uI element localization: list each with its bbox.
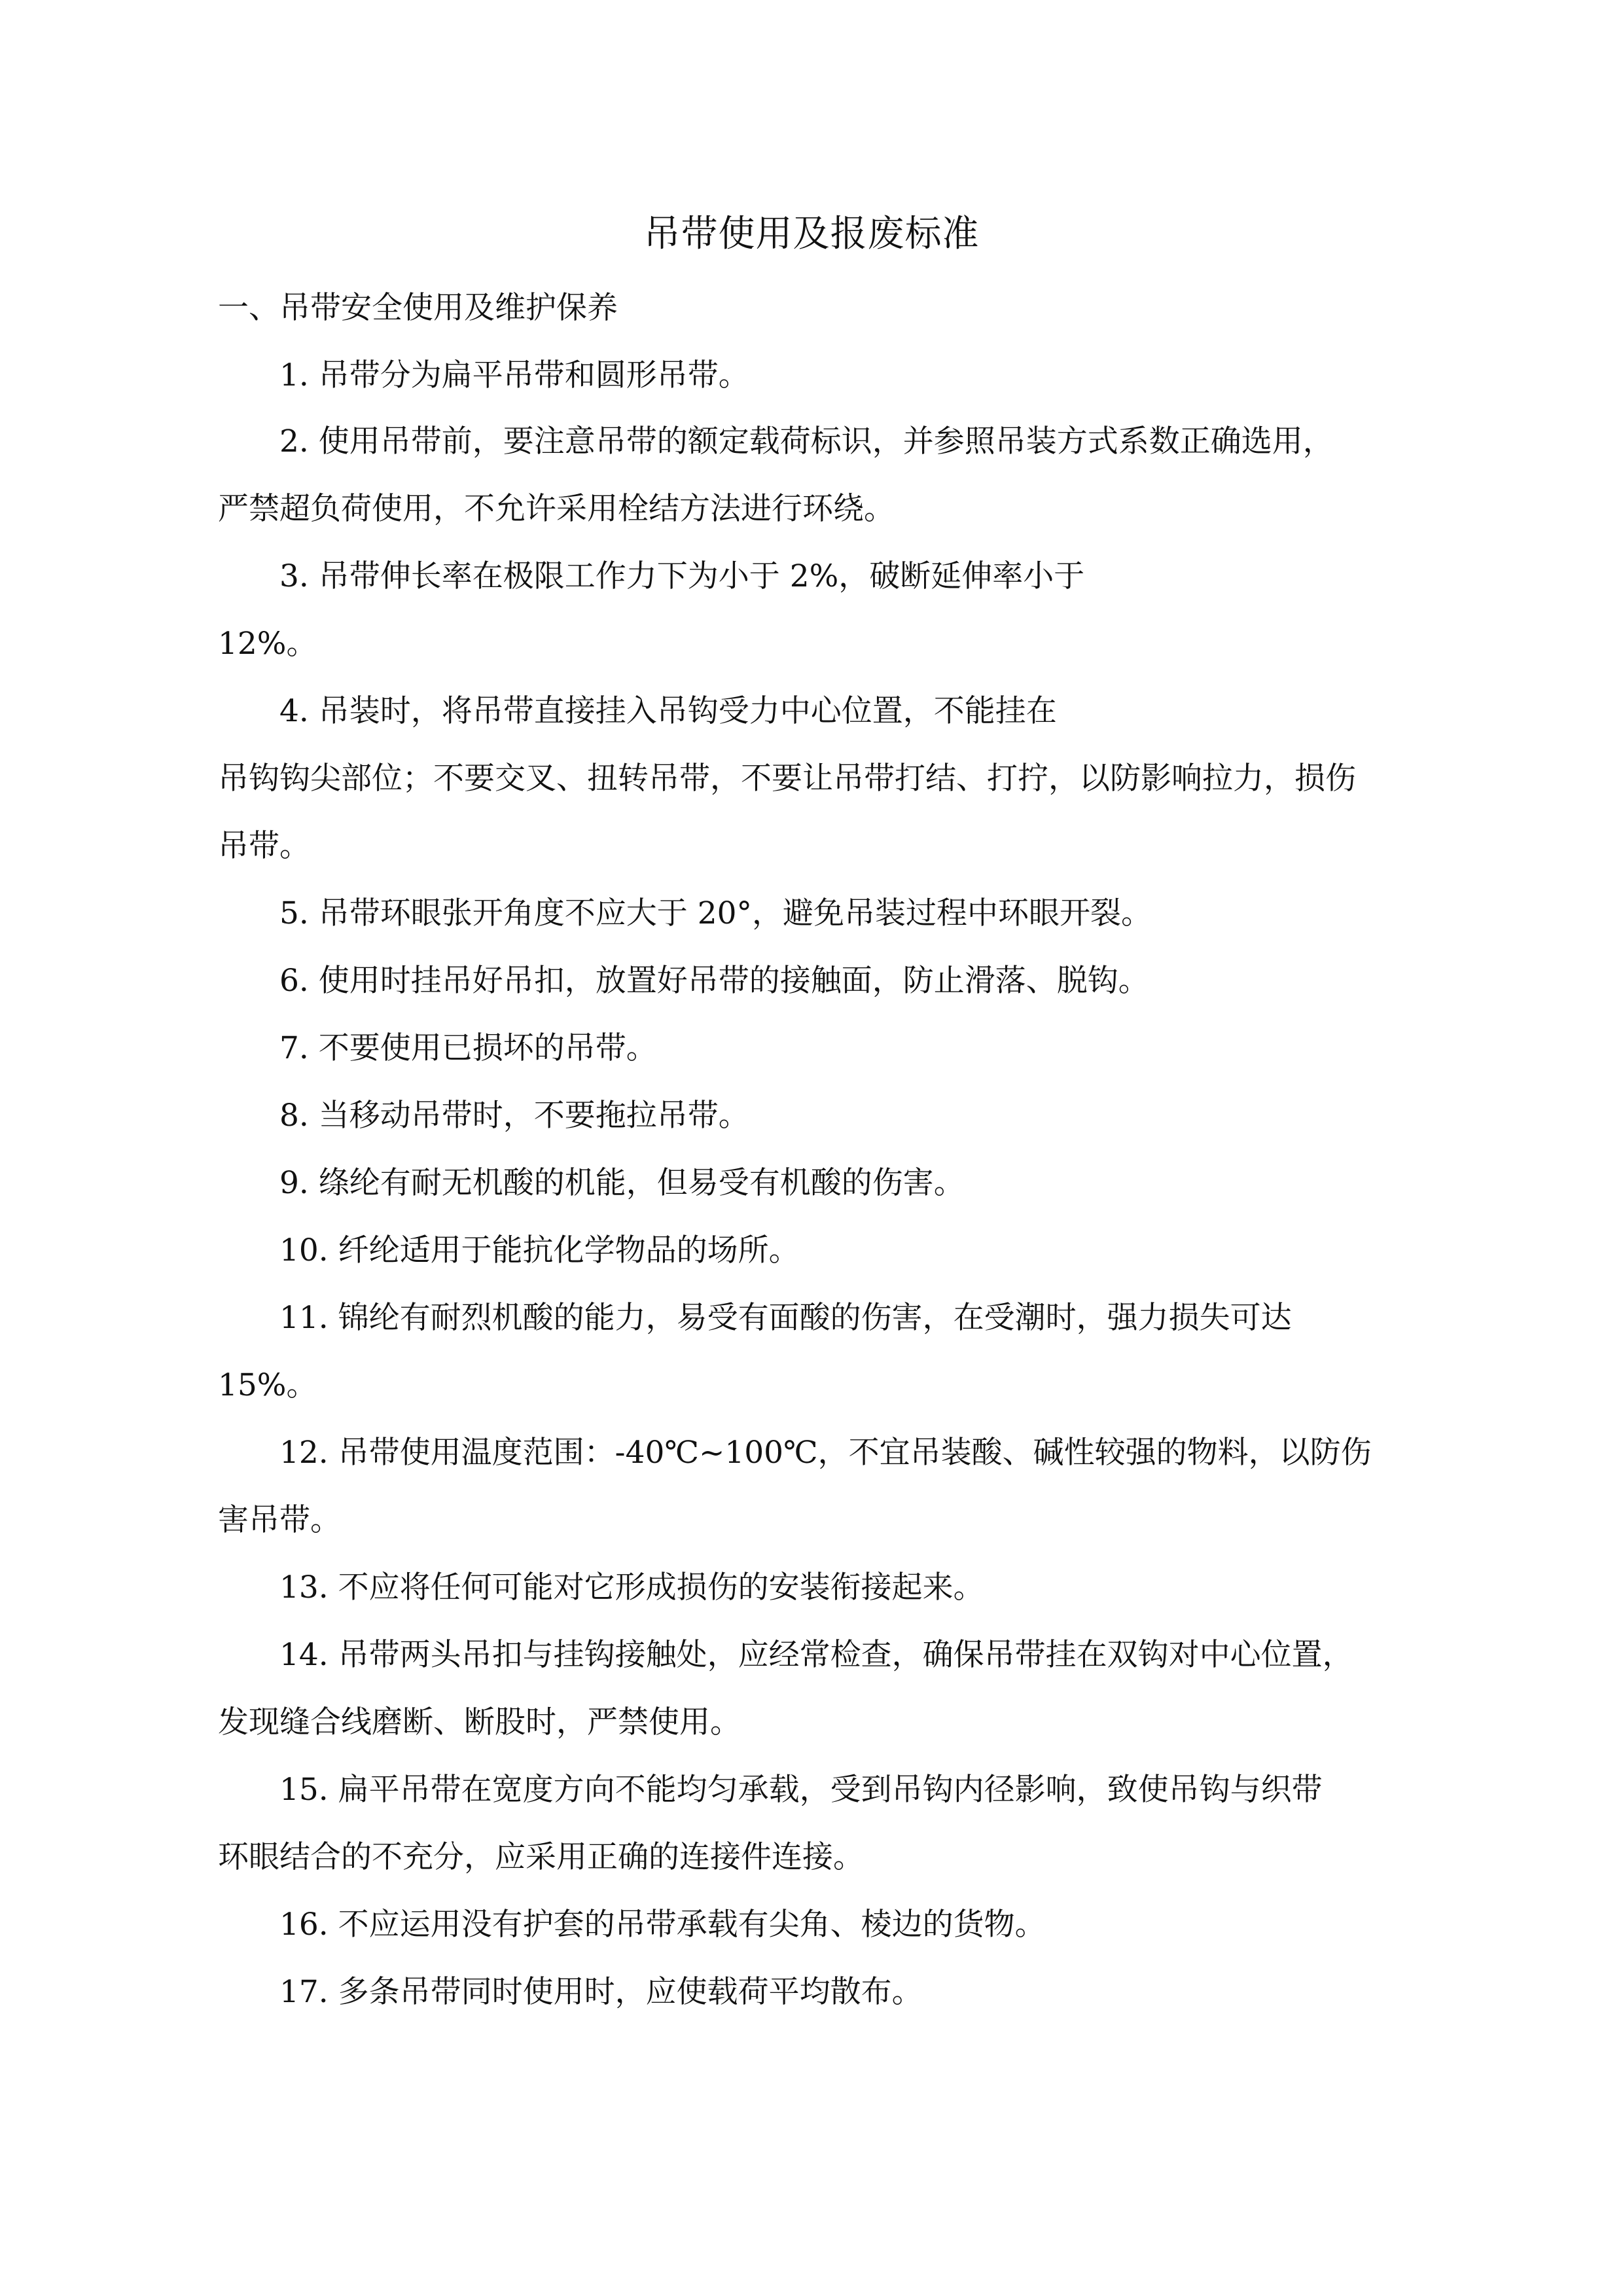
list-item-continuation: 害吊带。 — [218, 1502, 341, 1538]
list-item: 7. 不要使用已损坏的吊带。 — [279, 1030, 657, 1066]
list-item: 17. 多条吊带同时使用时，应使载荷平均散布。 — [279, 1974, 923, 2010]
list-item: 1. 吊带分为扁平吊带和圆形吊带。 — [279, 357, 749, 393]
list-item: 4. 吊装时，将吊带直接挂入吊钩受力中心位置，不能挂在 — [279, 693, 1057, 729]
list-item-continuation: 严禁超负荷使用，不允许采用栓结方法进行环绕。 — [218, 491, 895, 527]
list-item: 3. 吊带伸长率在极限工作力下为小于 2%，破断延伸率小于 — [279, 558, 1085, 594]
list-item: 11. 锦纶有耐烈机酸的能力，易受有面酸的伤害，在受潮时，强力损失可达 — [279, 1300, 1292, 1336]
list-item: 16. 不应运用没有护套的吊带承载有尖角、棱边的货物。 — [279, 1907, 1046, 1943]
list-item-continuation: 发现缝合线磨断、断股时，严禁使用。 — [218, 1704, 741, 1740]
list-item-continuation: 吊带。 — [218, 828, 310, 864]
list-item-continuation: 12%。 — [218, 626, 317, 662]
list-item-continuation: 15%。 — [218, 1367, 317, 1403]
list-item: 13. 不应将任何可能对它形成损伤的安装衔接起来。 — [279, 1570, 984, 1605]
section-heading: 一、吊带安全使用及维护保养 — [218, 290, 618, 326]
page-title: 吊带使用及报废标准 — [643, 213, 980, 255]
list-item-continuation: 环眼结合的不充分，应采用正确的连接件连接。 — [218, 1839, 864, 1875]
list-item: 8. 当移动吊带时，不要拖拉吊带。 — [279, 1098, 749, 1134]
list-item: 5. 吊带环眼张开角度不应大于 20°，避免吊装过程中环眼开裂。 — [279, 895, 1152, 931]
list-item: 12. 吊带使用温度范围：-40℃~100℃，不宜吊装酸、碱性较强的物料，以防伤 — [279, 1435, 1372, 1471]
list-item: 14. 吊带两头吊扣与挂钩接触处，应经常检查，确保吊带挂在双钩对中心位置， — [279, 1637, 1353, 1673]
list-item: 10. 纤纶适用于能抗化学物品的场所。 — [279, 1232, 800, 1268]
list-item: 9. 绦纶有耐无机酸的机能，但易受有机酸的伤害。 — [279, 1165, 965, 1201]
list-item: 15. 扁平吊带在宽度方向不能均匀承载，受到吊钩内径影响，致使吊钩与织带 — [279, 1772, 1323, 1808]
list-item: 2. 使用吊带前，要注意吊带的额定载荷标识，并参照吊装方式系数正确选用， — [279, 423, 1334, 459]
list-item-continuation: 吊钩钩尖部位；不要交叉、扭转吊带，不要让吊带打结、打拧，以防影响拉力，损伤 — [218, 761, 1356, 797]
list-item: 6. 使用时挂吊好吊扣，放置好吊带的接触面，防止滑落、脱钩。 — [279, 963, 1149, 999]
